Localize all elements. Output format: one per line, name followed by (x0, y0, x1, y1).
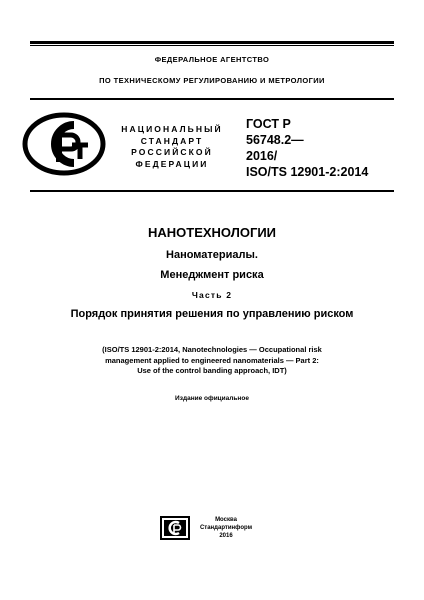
designation-line: ISO/TS 12901-2:2014 (246, 165, 369, 179)
document-title: НАНОТЕХНОЛОГИИ (147, 225, 277, 240)
national-standard-label (114, 124, 230, 170)
header-rule-bottom (30, 98, 394, 100)
title-line-2: Наноматериалы. (166, 249, 258, 261)
publisher-line: 2016 (219, 533, 233, 539)
national-line: НАЦИОНАЛЬНЫЙ (121, 124, 223, 134)
publisher-line: Стандартинформ (199, 525, 253, 531)
publisher-line: Москва (215, 517, 237, 523)
intl-line: Use of the control banding approach, IDT) (137, 366, 287, 375)
agency-line-1: ФЕДЕРАЛЬНОЕ АГЕНТСТВО (154, 55, 270, 64)
top-rule-thin (30, 45, 394, 46)
national-line: ФЕДЕРАЦИИ (135, 158, 209, 169)
standard-block-rule (30, 190, 394, 192)
document-subtitle: Порядок принятия решения по управлению риском (70, 308, 354, 320)
intl-line: management applied to engineered nanomaterials — Part 2: (105, 355, 319, 365)
international-reference (0, 345, 424, 377)
edition-label: Издание официальное (175, 395, 249, 402)
agency-line-2: ПО ТЕХНИЧЕСКОМУ РЕГУЛИРОВАНИЮ И МЕТРОЛОГИИ (99, 76, 325, 85)
national-line: СТАНДАРТ (140, 135, 204, 146)
national-line: РОССИЙСКОЙ (131, 147, 213, 157)
top-rule-thick (30, 41, 394, 44)
standard-designation (246, 116, 368, 180)
title-line-3: Менеджмент риска (160, 269, 264, 281)
gost-r-logo-icon (22, 112, 106, 176)
designation-line: ГОСТ Р (246, 117, 291, 131)
designation-line: 2016/ (246, 149, 278, 163)
standartinform-logo-icon (160, 516, 190, 540)
designation-line: 56748.2— (246, 133, 304, 147)
intl-line: (ISO/TS 12901-2:2014, Nanotechnologies — Occupational risk (102, 345, 322, 354)
part-label: Часть 2 (191, 290, 233, 300)
publisher-info (196, 516, 256, 540)
